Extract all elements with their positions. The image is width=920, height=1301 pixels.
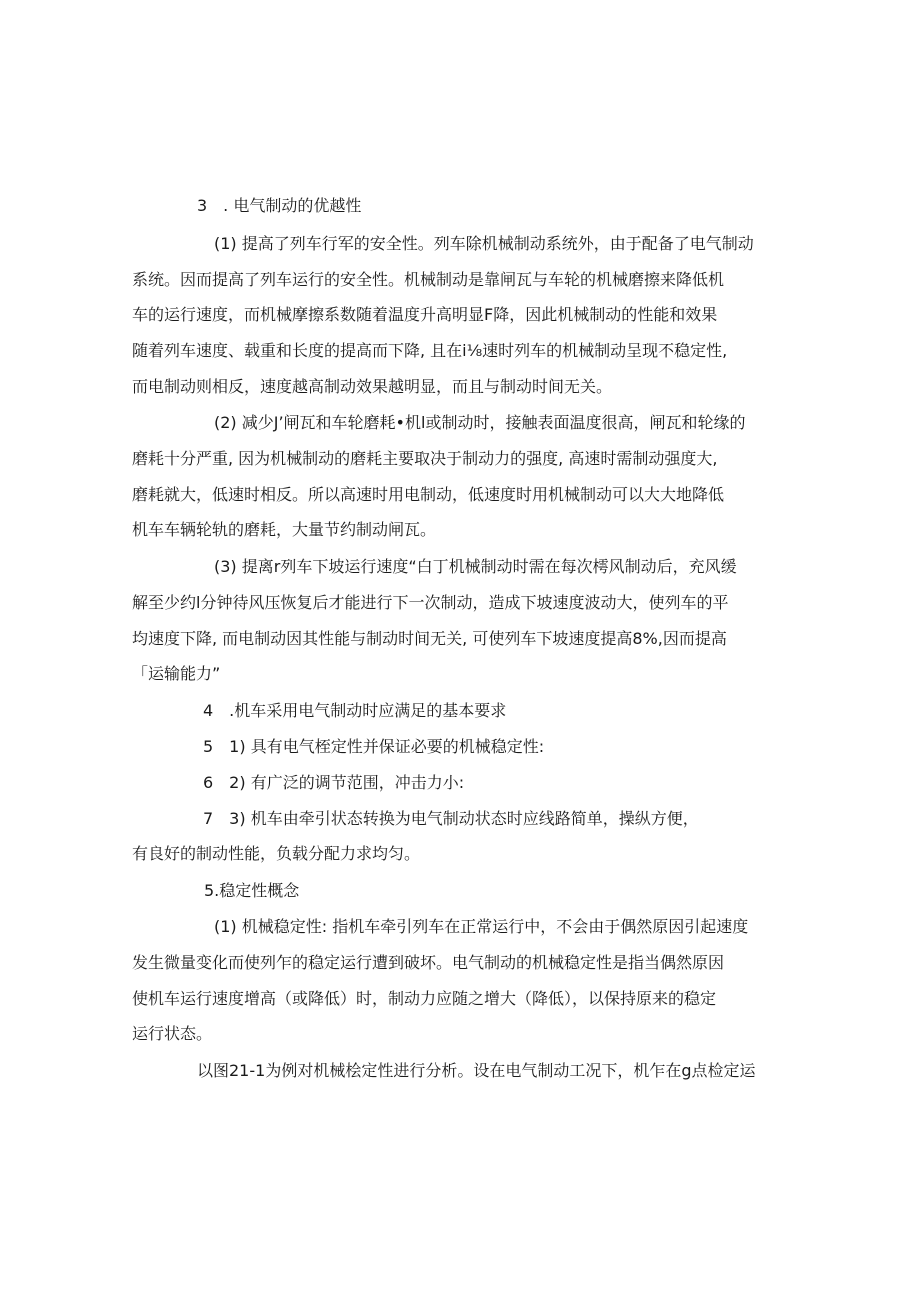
paragraph-1-line-5: 而电制动则相反，速度越高制动效果越明显，而且与制动时间无关。 — [132, 377, 613, 396]
paragraph-4-line-4: 运行状态。 — [132, 1024, 213, 1043]
paragraph-1-line-4: 随着列车速度、载重和长度的提高而下降, 且在i⅛速时列车的机械制动呈现不稳定性, — [132, 341, 728, 360]
requirement-item-2: 6 2) 有广泛的调节范围，冲击力小: — [203, 773, 465, 792]
paragraph-3-line-4: 「运输能力” — [132, 664, 221, 683]
paragraph-1-line-2: 系统。因而提高了列车运行的安全性。机械制动是靠闸瓦与车轮的机械磨擦来降低机 — [132, 270, 725, 289]
paragraph-2-line-3: 磨耗就大，低速时相反。所以高速时用电制动，低速度时用机械制动可以大大地降低 — [132, 485, 725, 504]
paragraph-3-line-2: 解至少约l分钟待风压恢复后才能进行下一次制动，造成下坡速度波动大，使列车的平 — [132, 593, 729, 612]
paragraph-4-line-2: 发生微量变化而使列乍的稳定运行遭到破坏。电气制动的机械稳定性是指当偶然原因 — [132, 953, 725, 972]
section-heading-3: 3 . 电气制动的优越性 — [197, 196, 362, 215]
requirement-item-1: 5 1) 具有电气桎定性并保证必要的机械稳定性: — [203, 737, 545, 756]
paragraph-2-line-1: (2) 减少J’闸瓦和车轮磨耗•机l或制动时，接触表面温度很高，闸瓦和轮缘的 — [214, 413, 746, 432]
section-heading-5: 5.稳定性概念 — [204, 881, 300, 900]
paragraph-3-line-3: 均速度下降, 而电制动因其性能与制动时间无关, 可使列车下坡速度提高8%,因而提高 — [132, 629, 727, 648]
section-heading-4: 4 .机车采用电气制动时应满足的基本要求 — [203, 701, 507, 720]
paragraph-2-line-2: 磨耗十分严重, 因为机械制动的磨耗主要取决于制动力的强度, 高速时需制动强度大, — [132, 449, 718, 468]
paragraph-1-line-3: 车的运行速度，而机械摩擦系数随着温度升高明显F降，因此机械制动的性能和效果 — [132, 305, 718, 324]
paragraph-2-line-4: 机车车辆轮轨的磨耗，大量节约制动闸瓦。 — [132, 520, 437, 539]
requirement-item-3-continued: 有良好的制动性能，负载分配力求均匀。 — [132, 844, 421, 863]
paragraph-4-line-3: 使机车运行速度增高（或降低）时，制动力应随之增大（降低），以保持原来的稳定 — [132, 989, 717, 1008]
paragraph-4-line-1: (1) 机械稳定性: 指机车牵引列车在正常运行中，不会由于偶然原因引起速度 — [214, 917, 749, 936]
paragraph-5-line-1: 以图21-1为例对机械桧定性进行分析。设在电气制动工况下，机乍在g点检定运 — [197, 1061, 756, 1080]
paragraph-1-line-1: (1) 提高了列车行军的安全性。列车除机械制动系统外，由于配备了电气制动 — [214, 234, 754, 253]
paragraph-3-line-1: (3) 提离r列车下坡运行速度“白丁机械制动时需在每次樗风制动后，充风缓 — [214, 557, 737, 576]
requirement-item-3: 7 3) 机车由牵引状态转换为电气制动状态时应线路简单，操纵方便， — [203, 809, 699, 828]
